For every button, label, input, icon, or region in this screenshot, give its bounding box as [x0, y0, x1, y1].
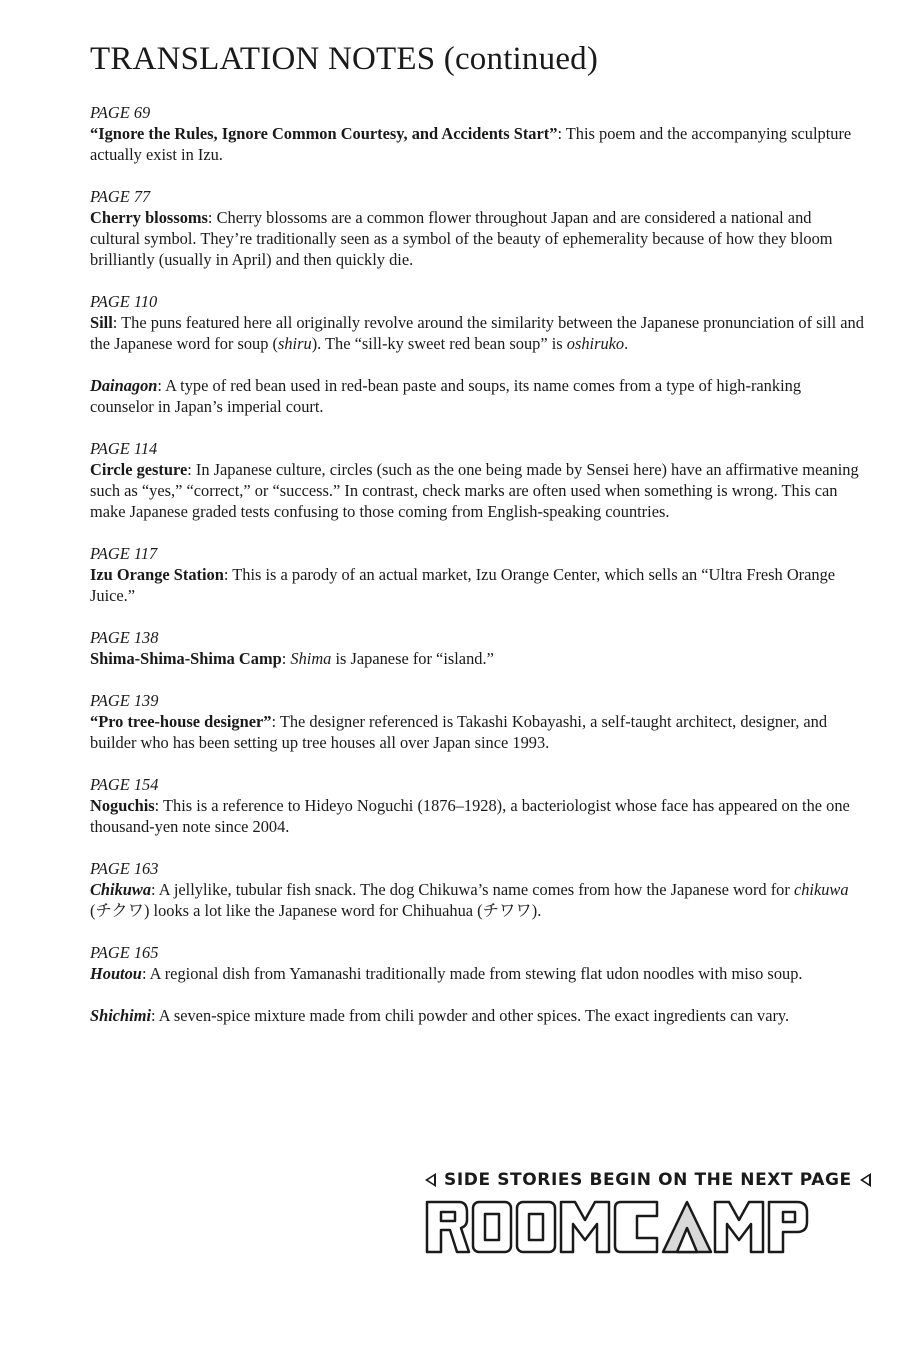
footer — [425, 1170, 852, 1258]
note-page-163 — [90, 858, 865, 921]
page-ref: PAGE 139 — [90, 690, 159, 710]
translation-notes-page — [90, 40, 865, 1047]
note-term: Shichimi — [90, 1005, 152, 1025]
note-term: Chikuwa — [90, 879, 152, 899]
note-page-117 — [90, 543, 865, 606]
note-page-154 — [90, 774, 865, 837]
note-body: is Japanese for “island.” — [331, 648, 494, 668]
note-dainagon — [90, 375, 865, 417]
note-italic: Shima — [290, 648, 332, 668]
note-italic: chikuwa — [793, 879, 849, 899]
page-ref: PAGE 138 — [90, 627, 159, 647]
note-body: : The puns featured here all originally revolve around the similarity between the Japanese pronunciation of sill and the Japanese word for soup ( — [90, 312, 864, 353]
note-term: Shima-Shima-Shima Camp — [90, 648, 282, 668]
note-term: Houtou — [90, 963, 142, 983]
note-body: . — [624, 333, 629, 353]
page-ref: PAGE 110 — [90, 291, 158, 311]
note-body: : This is a parody of an actual market, Izu Orange Center, which sells an “Ultra Fresh Orange Juice.” — [90, 564, 836, 605]
note-term: “Ignore the Rules, Ignore Common Courtesy, and Accidents Start” — [90, 123, 558, 143]
page-title: TRANSLATION NOTES (continued) — [90, 41, 599, 77]
note-page-69 — [90, 102, 865, 165]
side-stories-text: SIDE STORIES BEGIN ON THE NEXT PAGE — [444, 1170, 852, 1190]
note-page-114 — [90, 438, 865, 522]
page-ref: PAGE 69 — [90, 102, 151, 122]
note-body: : A type of red bean used in red-bean paste and soups, its name comes from a type of high-ranking counselor in Japan’s imperial court. — [90, 375, 802, 416]
note-body: : In Japanese culture, circles (such as the one being made by Sensei here) have an affirmative meaning such as “yes,” “correct,” or “success.” In contrast, check marks are often used when something is wrong. This can make Japanese graded tests confusing to those coming from English-speaking countries. — [90, 459, 859, 521]
note-term: “Pro tree-house designer” — [90, 711, 272, 731]
note-body: ). The “sill-ky sweet red bean soup” is — [311, 333, 567, 353]
note-term: Circle gesture — [90, 459, 188, 479]
side-stories-banner — [425, 1170, 852, 1190]
note-shichimi — [90, 1005, 865, 1026]
page-ref: PAGE 114 — [90, 438, 158, 458]
note-term: Izu Orange Station — [90, 564, 224, 584]
room-camp-logo — [425, 1198, 815, 1258]
note-term: Sill — [90, 312, 113, 332]
note-body: : A seven-spice mixture made from chili powder and other spices. The exact ingredients can vary. — [151, 1005, 790, 1025]
page-ref: PAGE 163 — [90, 858, 159, 878]
page-ref: PAGE 77 — [90, 186, 151, 206]
page-ref: PAGE 154 — [90, 774, 159, 794]
triangle-left-icon — [860, 1173, 871, 1187]
note-body: : This is a reference to Hideyo Noguchi (1876–1928), a bacteriologist whose face has appeared on the one thousand-yen note since 2004. — [90, 795, 850, 836]
note-body: : The designer referenced is Takashi Kobayashi, a self-taught architect, designer, and builder who has been setting up tree houses all over Japan since 1993. — [90, 711, 828, 752]
note-italic: shiru — [277, 333, 312, 353]
note-page-138 — [90, 627, 865, 669]
room-camp-logo-icon — [425, 1198, 810, 1258]
note-body: : A regional dish from Yamanashi traditionally made from stewing flat udon noodles with miso soup. — [141, 963, 803, 983]
note-body: : This poem and the accompanying sculpture actually exist in Izu. — [90, 123, 852, 164]
note-body: : Cherry blossoms are a common flower throughout Japan and are considered a national and cultural symbol. They’re traditionally seen as a symbol of the beauty of ephemerality because of how they bloom brilliantly (usually in April) and then quickly die. — [90, 207, 833, 269]
note-page-165 — [90, 942, 865, 984]
page-ref: PAGE 165 — [90, 942, 159, 962]
triangle-left-icon — [425, 1173, 436, 1187]
note-body: : — [281, 648, 291, 668]
note-body: : A jellylike, tubular fish snack. The dog Chikuwa’s name comes from how the Japanese word for — [151, 879, 794, 899]
note-term: Noguchis — [90, 795, 155, 815]
note-page-77 — [90, 186, 865, 270]
note-italic: oshiruko — [566, 333, 625, 353]
page-ref: PAGE 117 — [90, 543, 158, 563]
note-body: (チクワ) looks a lot like the Japanese word for Chihuahua (チワワ). — [90, 900, 542, 920]
note-page-110 — [90, 291, 865, 354]
note-page-139 — [90, 690, 865, 753]
note-term: Cherry blossoms — [90, 207, 208, 227]
note-term: Dainagon — [90, 375, 158, 395]
